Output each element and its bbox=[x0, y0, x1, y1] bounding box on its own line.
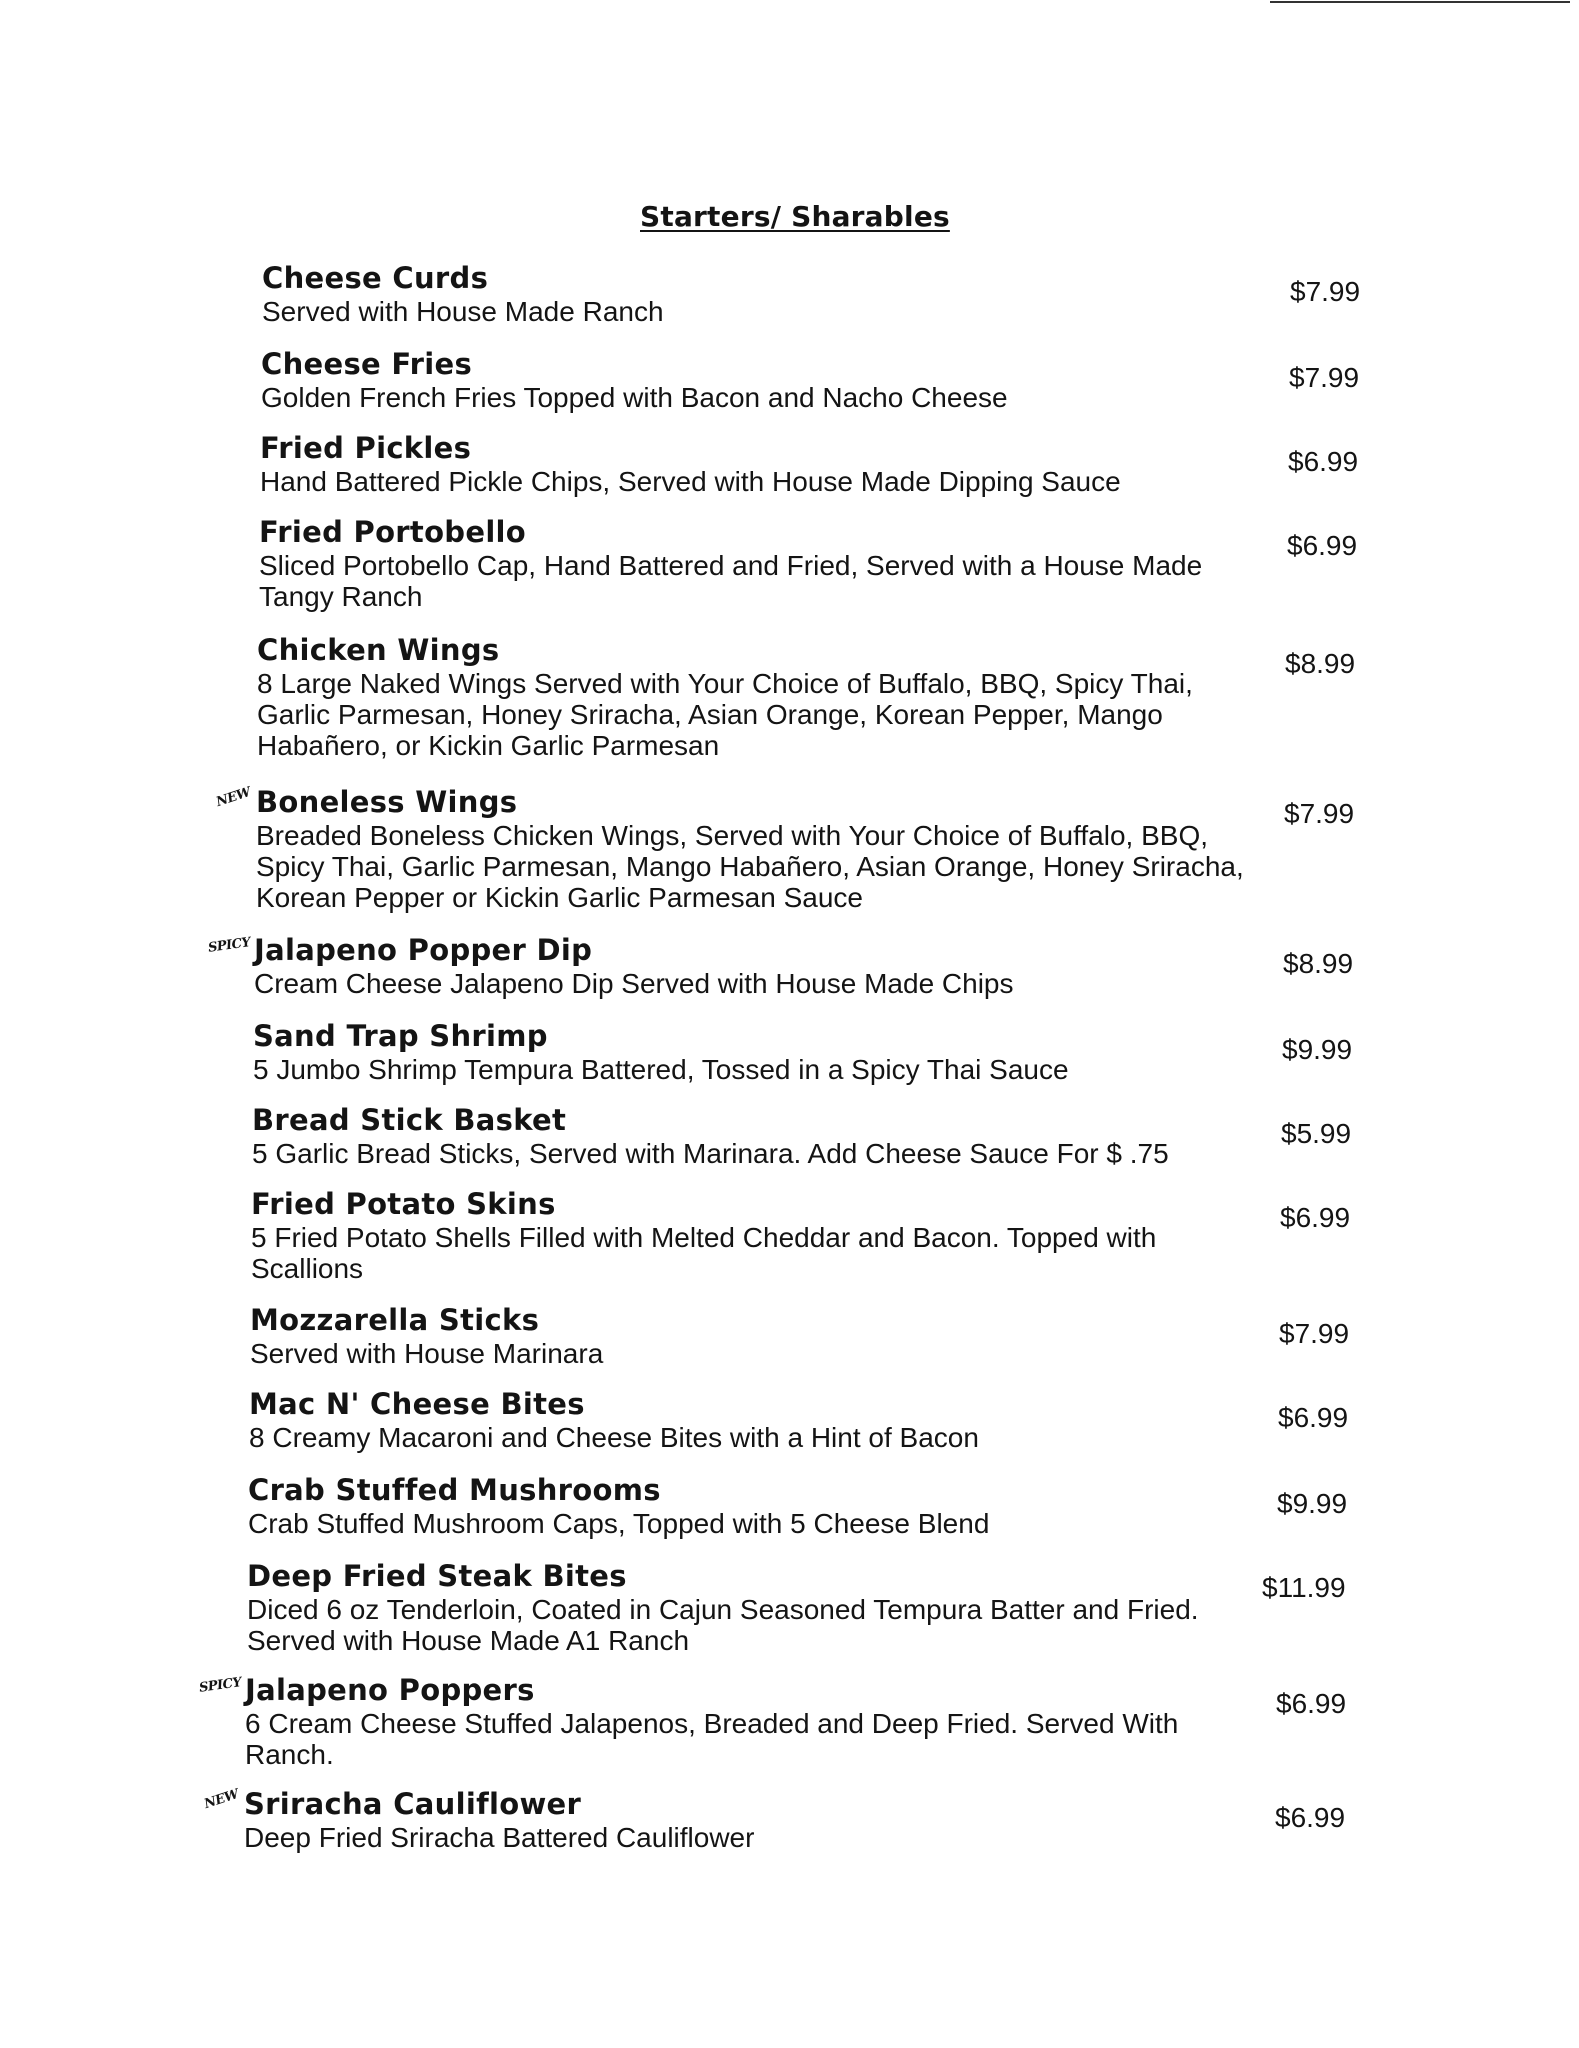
item-price: $6.99 bbox=[1275, 1802, 1346, 1833]
item-name: Deep Fried Steak Bites bbox=[247, 1559, 627, 1593]
item-name: Fried Portobello bbox=[259, 515, 527, 549]
item-price: $8.99 bbox=[1283, 948, 1354, 979]
menu-item-cheese-curds bbox=[262, 260, 1362, 327]
item-description: Sliced Portobello Cap, Hand Battered and Fried, Served with a House Made Tangy Ranch bbox=[259, 550, 1203, 612]
item-name: Fried Pickles bbox=[260, 431, 472, 465]
spicy-tag: SPICY bbox=[198, 1675, 243, 1696]
item-name: Jalapeno Popper Dip bbox=[254, 933, 593, 967]
new-tag: NEW bbox=[214, 784, 253, 811]
item-description: Cream Cheese Jalapeno Dip Served with House Made Chips bbox=[254, 968, 1014, 999]
item-name: Mozzarella Sticks bbox=[250, 1303, 540, 1337]
item-name: Bread Stick Basket bbox=[252, 1103, 567, 1137]
item-name: Jalapeno Poppers bbox=[245, 1673, 535, 1707]
item-name: Chicken Wings bbox=[257, 633, 500, 667]
item-description: Served with House Marinara bbox=[250, 1338, 604, 1369]
item-description: Diced 6 oz Tenderloin, Coated in Cajun Seasoned Tempura Batter and Fried. Served with House Made A1 Ranch bbox=[247, 1594, 1199, 1656]
item-name: Fried Potato Skins bbox=[251, 1187, 556, 1221]
menu-item-sand-trap-shrimp bbox=[253, 1018, 1353, 1085]
menu-item-boneless-wings bbox=[214, 784, 1356, 913]
item-price: $11.99 bbox=[1262, 1572, 1346, 1603]
menu-item-fried-pickles bbox=[260, 430, 1360, 497]
item-description: Golden French Fries Topped with Bacon and Nacho Cheese bbox=[261, 382, 1008, 413]
menu-item-sriracha-cauliflower bbox=[202, 1786, 1344, 1853]
spicy-tag: SPICY bbox=[207, 935, 252, 956]
item-name: Cheese Fries bbox=[261, 347, 473, 381]
item-description: 6 Cream Cheese Stuffed Jalapenos, Breaded and Deep Fried. Served With Ranch. bbox=[245, 1708, 1179, 1770]
item-price: $7.99 bbox=[1290, 276, 1361, 307]
item-description: 8 Creamy Macaroni and Cheese Bites with a Hint of Bacon bbox=[249, 1422, 979, 1453]
section-title: Starters/ Sharables bbox=[640, 200, 950, 233]
top-edge-rule bbox=[1270, 1, 1570, 3]
item-price: $6.99 bbox=[1288, 446, 1359, 477]
menu-item-jalapeno-popper-dip bbox=[207, 932, 1354, 999]
menu-item-fried-portobello bbox=[259, 514, 1359, 612]
item-price: $9.99 bbox=[1277, 1488, 1348, 1519]
menu-item-mac-n-cheese-bites bbox=[249, 1386, 1349, 1453]
item-description: 5 Fried Potato Shells Filled with Melted Cheddar and Bacon. Topped with Scallions bbox=[251, 1222, 1157, 1284]
menu-item-fried-potato-skins bbox=[251, 1186, 1351, 1284]
item-price: $6.99 bbox=[1280, 1202, 1351, 1233]
menu-item-chicken-wings bbox=[257, 632, 1357, 761]
item-name: Sriracha Cauliflower bbox=[244, 1787, 582, 1821]
item-price: $5.99 bbox=[1281, 1118, 1352, 1149]
item-price: $7.99 bbox=[1289, 362, 1360, 393]
item-price: $6.99 bbox=[1278, 1402, 1349, 1433]
item-price: $6.99 bbox=[1287, 530, 1358, 561]
item-name: Sand Trap Shrimp bbox=[253, 1019, 548, 1053]
item-name: Boneless Wings bbox=[256, 785, 518, 819]
item-description: 5 Garlic Bread Sticks, Served with Marinara. Add Cheese Sauce For $ .75 bbox=[252, 1138, 1169, 1169]
item-description: Crab Stuffed Mushroom Caps, Topped with 5 Cheese Blend bbox=[248, 1508, 990, 1539]
menu-item-bread-stick-basket bbox=[252, 1102, 1352, 1169]
item-price: $6.99 bbox=[1276, 1688, 1347, 1719]
item-price: $9.99 bbox=[1282, 1034, 1353, 1065]
item-description: 5 Jumbo Shrimp Tempura Battered, Tossed in a Spicy Thai Sauce bbox=[253, 1054, 1069, 1085]
menu-item-jalapeno-poppers bbox=[198, 1672, 1345, 1770]
item-description: 8 Large Naked Wings Served with Your Choice of Buffalo, BBQ, Spicy Thai, Garlic Parmesan, Honey Sriracha, Asian Orange, Korean Pepper, Mango Habañero, or Kickin Garlic Parmesan bbox=[257, 668, 1193, 761]
menu-item-deep-fried-steak-bites bbox=[247, 1558, 1347, 1656]
item-description: Breaded Boneless Chicken Wings, Served with Your Choice of Buffalo, BBQ, Spicy Thai, Garlic Parmesan, Mango Habañero, Asian Orange, Honey Sriracha, Korean Pepper or Kickin Garlic Parmesan Sauce bbox=[256, 820, 1244, 913]
menu-item-cheese-fries bbox=[261, 346, 1361, 413]
item-price: $7.99 bbox=[1284, 798, 1355, 829]
item-description: Deep Fried Sriracha Battered Cauliflower bbox=[244, 1822, 755, 1853]
menu-item-crab-stuffed-mushrooms bbox=[248, 1472, 1348, 1539]
item-description: Served with House Made Ranch bbox=[262, 296, 664, 327]
item-name: Mac N' Cheese Bites bbox=[249, 1387, 585, 1421]
item-name: Cheese Curds bbox=[262, 261, 489, 295]
item-description: Hand Battered Pickle Chips, Served with House Made Dipping Sauce bbox=[260, 466, 1121, 497]
item-price: $7.99 bbox=[1279, 1318, 1350, 1349]
item-name: Crab Stuffed Mushrooms bbox=[248, 1473, 661, 1507]
menu-item-mozzarella-sticks bbox=[250, 1302, 1350, 1369]
new-tag: NEW bbox=[202, 1786, 241, 1813]
item-price: $8.99 bbox=[1285, 648, 1356, 679]
